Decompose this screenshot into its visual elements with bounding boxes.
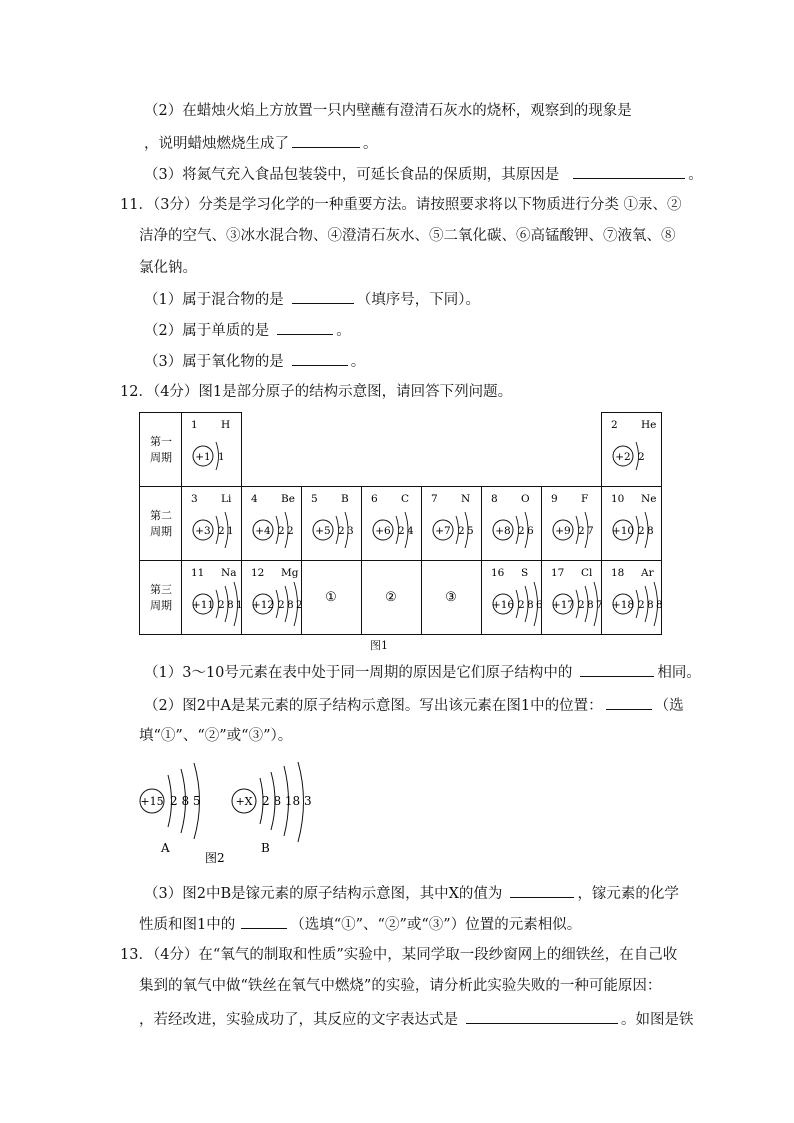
atomic-number: 5 bbox=[311, 493, 318, 505]
element-symbol: O bbox=[521, 493, 530, 505]
atomic-number: 12 bbox=[251, 567, 265, 579]
q11-line3: 氯化钠。 bbox=[139, 260, 197, 276]
shell-electron-count: 6 bbox=[527, 525, 534, 537]
shell-electron-count: 2 bbox=[287, 525, 294, 537]
shell-electron-count: 1 bbox=[218, 451, 225, 463]
nucleus-charge: +4 bbox=[255, 525, 271, 537]
period-label-cell bbox=[140, 561, 182, 635]
element-symbol: He bbox=[641, 419, 657, 431]
nucleus-charge: +10 bbox=[611, 525, 635, 537]
element-symbol: Cl bbox=[581, 567, 593, 579]
q12-sub1-text: （1）3～10号元素在表中处于同一周期的原因是它们原子结构中的 bbox=[144, 665, 573, 681]
element-symbol: Mg bbox=[281, 567, 299, 579]
figure1-caption: 图1 bbox=[370, 639, 388, 652]
q10-part2-end: 。 bbox=[363, 136, 378, 152]
nucleus-charge: +11 bbox=[191, 599, 215, 611]
shell-electron-count: 5 bbox=[467, 525, 474, 537]
period-label: 周期 bbox=[150, 451, 172, 464]
answer-blank[interactable] bbox=[466, 1009, 618, 1024]
element-symbol: Ne bbox=[641, 493, 657, 505]
nucleus-charge: +12 bbox=[251, 599, 275, 611]
shell-electron-count: 6 bbox=[536, 599, 543, 611]
nucleus-charge: +17 bbox=[551, 599, 575, 611]
q12-sub2-end: （选 bbox=[654, 698, 684, 714]
q10-part3-text: （3）将氮气充入食品包装袋中，可延长食品的保质期，其原因是 bbox=[144, 167, 560, 183]
element-symbol: B bbox=[341, 493, 349, 505]
nucleus-charge: +5 bbox=[315, 525, 331, 537]
q11-sub1 bbox=[144, 289, 480, 310]
figure2-diagrams bbox=[130, 762, 330, 870]
atomic-number: 3 bbox=[191, 493, 198, 505]
q11-sub1-end: （填序号，下同）。 bbox=[356, 292, 480, 308]
atomic-number: 8 bbox=[491, 493, 498, 505]
period-label-cell bbox=[140, 413, 182, 487]
element-symbol: Be bbox=[281, 493, 295, 505]
q11-line2: 洁净的空气、③冰水混合物、④澄清石灰水、⑤二氧化碳、⑥高锰酸钾、⑦液氧、⑧ bbox=[139, 228, 676, 244]
shell-electron-count: 2 bbox=[518, 599, 525, 611]
shell-electron-count: 1 bbox=[236, 599, 243, 611]
shell-electron-count: 2 bbox=[638, 525, 645, 537]
q11-sub1-text: （1）属于混合物的是 bbox=[144, 292, 284, 308]
shell-electron-count: 8 bbox=[287, 599, 294, 611]
nucleus-label-b: +X bbox=[235, 795, 253, 808]
shell-electron-count: 2 bbox=[398, 525, 405, 537]
q12-sub1 bbox=[144, 662, 701, 683]
nucleus-charge: +3 bbox=[195, 525, 211, 537]
figure2-caption: 图2 bbox=[205, 851, 225, 865]
q10-part3 bbox=[144, 164, 703, 185]
shell-electron-count: 2 bbox=[218, 599, 225, 611]
q11-sub3 bbox=[144, 351, 365, 372]
atomic-number: 4 bbox=[251, 493, 258, 505]
shell-electron-count: 7 bbox=[596, 599, 603, 611]
q12-sub2-text: （2）图2中A是某元素的原子结构示意图。写出该元素在图1中的位置： bbox=[144, 698, 603, 714]
element-symbol: Na bbox=[221, 567, 237, 579]
atom-diagram-b bbox=[232, 762, 312, 855]
period-label: 周期 bbox=[150, 599, 172, 612]
q12-sub3-line1 bbox=[144, 883, 679, 904]
shell-electron-count: 2 bbox=[638, 599, 645, 611]
placeholder-mark: ① bbox=[325, 590, 337, 605]
placeholder-mark: ③ bbox=[445, 590, 457, 605]
shell-electron-count: 2 bbox=[518, 525, 525, 537]
answer-blank[interactable] bbox=[510, 883, 574, 898]
element-symbol: N bbox=[461, 493, 471, 505]
shell-electron-count: 8 bbox=[227, 599, 234, 611]
shell-electron-count: 4 bbox=[407, 525, 414, 537]
shell-electrons-b: 2 8 18 3 bbox=[262, 794, 312, 808]
q12-sub3-end: ，镓元素的化学 bbox=[577, 886, 679, 902]
shell-electron-count: 8 bbox=[656, 599, 663, 611]
period-label: 周期 bbox=[150, 525, 172, 538]
q13-line2: 集到的氧气中做“铁丝在氧气中燃烧”的实验，请分析此实验失败的一种可能原因： bbox=[139, 978, 662, 994]
shell-electron-count: 2 bbox=[578, 599, 585, 611]
nucleus-charge: +7 bbox=[435, 525, 451, 537]
nucleus-charge: +9 bbox=[555, 525, 571, 537]
shell-electron-count: 2 bbox=[218, 525, 225, 537]
q12-sub3-line2 bbox=[139, 914, 581, 935]
shell-electron-count: 2 bbox=[578, 525, 585, 537]
q13-line3-end: 。如图是铁 bbox=[621, 1012, 694, 1028]
atomic-number: 10 bbox=[611, 493, 625, 505]
q12-sub3-end2: （选填“①”、“②”或“③”）位置的元素相似。 bbox=[290, 917, 582, 933]
period-label: 第二 bbox=[150, 509, 172, 522]
shell-electrons-a: 2 8 5 bbox=[170, 794, 201, 808]
atom-diagram-a bbox=[140, 763, 201, 855]
atomic-number: 7 bbox=[431, 493, 438, 505]
shell-electron-count: 2 bbox=[296, 599, 303, 611]
element-symbol: H bbox=[221, 419, 231, 431]
period-label: 第三 bbox=[150, 583, 172, 596]
atomic-number: 1 bbox=[191, 419, 198, 431]
atomic-number: 17 bbox=[551, 567, 565, 579]
nucleus-charge: +1 bbox=[195, 451, 211, 463]
nucleus-charge: +8 bbox=[495, 525, 511, 537]
q13-line1: 13．（4分）在“氧气的制取和性质”实验中，某同学取一段纱窗网上的细铁丝，在自己收 bbox=[120, 947, 678, 963]
element-symbol: S bbox=[521, 567, 529, 579]
shell-electron-count: 2 bbox=[458, 525, 465, 537]
element-symbol: Li bbox=[221, 493, 232, 505]
answer-blank[interactable] bbox=[292, 351, 348, 366]
q10-part2-line1: （2）在蜡烛火焰上方放置一只内壁蘸有澄清石灰水的烧杯，观察到的现象是 bbox=[144, 103, 632, 119]
diagram-label-b: B bbox=[261, 841, 270, 855]
element-symbol: F bbox=[581, 493, 589, 505]
atomic-number: 11 bbox=[191, 567, 205, 579]
answer-blank[interactable] bbox=[580, 662, 654, 677]
diagram-label-a: A bbox=[161, 841, 170, 855]
atomic-number: 16 bbox=[491, 567, 505, 579]
period-label-cell bbox=[140, 487, 182, 561]
q12-intro: 12．（4分）图1是部分原子的结构示意图，请回答下列问题。 bbox=[120, 384, 513, 400]
answer-blank[interactable] bbox=[277, 320, 333, 335]
nucleus-charge: +18 bbox=[611, 599, 635, 611]
placeholder-mark: ② bbox=[385, 590, 397, 605]
q11-sub2-text: （2）属于单质的是 bbox=[144, 323, 270, 339]
q12-sub2-line1 bbox=[144, 695, 684, 716]
atomic-number: 18 bbox=[611, 567, 625, 579]
q11-sub2 bbox=[144, 320, 351, 341]
answer-blank[interactable] bbox=[292, 289, 354, 304]
element-symbol: Ar bbox=[641, 567, 654, 579]
q11-sub3-end: 。 bbox=[350, 354, 366, 370]
atomic-number: 6 bbox=[371, 493, 378, 505]
q10-part2-text: ，说明蜡烛燃烧生成了 bbox=[144, 136, 289, 152]
answer-blank[interactable] bbox=[573, 164, 685, 179]
periodic-table-figure bbox=[139, 412, 661, 634]
q12-sub3-text2: 性质和图1中的 bbox=[139, 917, 236, 933]
shell-electron-count: 8 bbox=[527, 599, 534, 611]
answer-blank[interactable] bbox=[241, 914, 287, 929]
q13-line3 bbox=[139, 1009, 694, 1030]
q11-sub3-text: （3）属于氧化物的是 bbox=[144, 354, 284, 370]
q10-part2-line2 bbox=[144, 133, 378, 154]
atomic-number: 2 bbox=[611, 419, 618, 431]
shell-electron-count: 1 bbox=[227, 525, 234, 537]
q11-sub2-end: 。 bbox=[336, 323, 351, 339]
nucleus-charge: +2 bbox=[615, 451, 631, 463]
element-symbol: C bbox=[401, 493, 410, 505]
q12-sub3-text: （3）图2中B是镓元素的原子结构示意图，其中X的值为 bbox=[144, 886, 503, 902]
shell-electron-count: 2 bbox=[338, 525, 345, 537]
q13-line3-text: ，若经改进，实验成功了，其反应的文字表达式是 bbox=[139, 1012, 458, 1028]
q10-part3-end: 。 bbox=[688, 167, 703, 183]
nucleus-charge: +16 bbox=[491, 599, 515, 611]
answer-blank[interactable] bbox=[292, 133, 360, 148]
q12-sub2-line2: 填“①”、“②”或“③”）。 bbox=[139, 728, 293, 744]
q11-line1: 11．（3分）分类是学习化学的一种重要方法。请按照要求将以下物质进行分类 ①汞、② bbox=[120, 197, 682, 213]
shell-electron-count: 2 bbox=[638, 451, 645, 463]
period-label: 第一 bbox=[150, 435, 172, 448]
nucleus-charge: +6 bbox=[375, 525, 391, 537]
periodic-table-svg bbox=[139, 412, 661, 634]
shell-electron-count: 8 bbox=[587, 599, 594, 611]
nucleus-label-a: +15 bbox=[140, 795, 164, 808]
shell-electron-count: 3 bbox=[347, 525, 354, 537]
atomic-number: 9 bbox=[551, 493, 558, 505]
shell-electron-count: 2 bbox=[278, 599, 285, 611]
shell-electron-count: 8 bbox=[647, 599, 654, 611]
shell-electron-count: 8 bbox=[647, 525, 654, 537]
answer-blank[interactable] bbox=[606, 695, 652, 710]
q12-sub1-end: 相同。 bbox=[657, 665, 701, 681]
shell-electron-count: 2 bbox=[278, 525, 285, 537]
shell-electron-count: 7 bbox=[587, 525, 594, 537]
